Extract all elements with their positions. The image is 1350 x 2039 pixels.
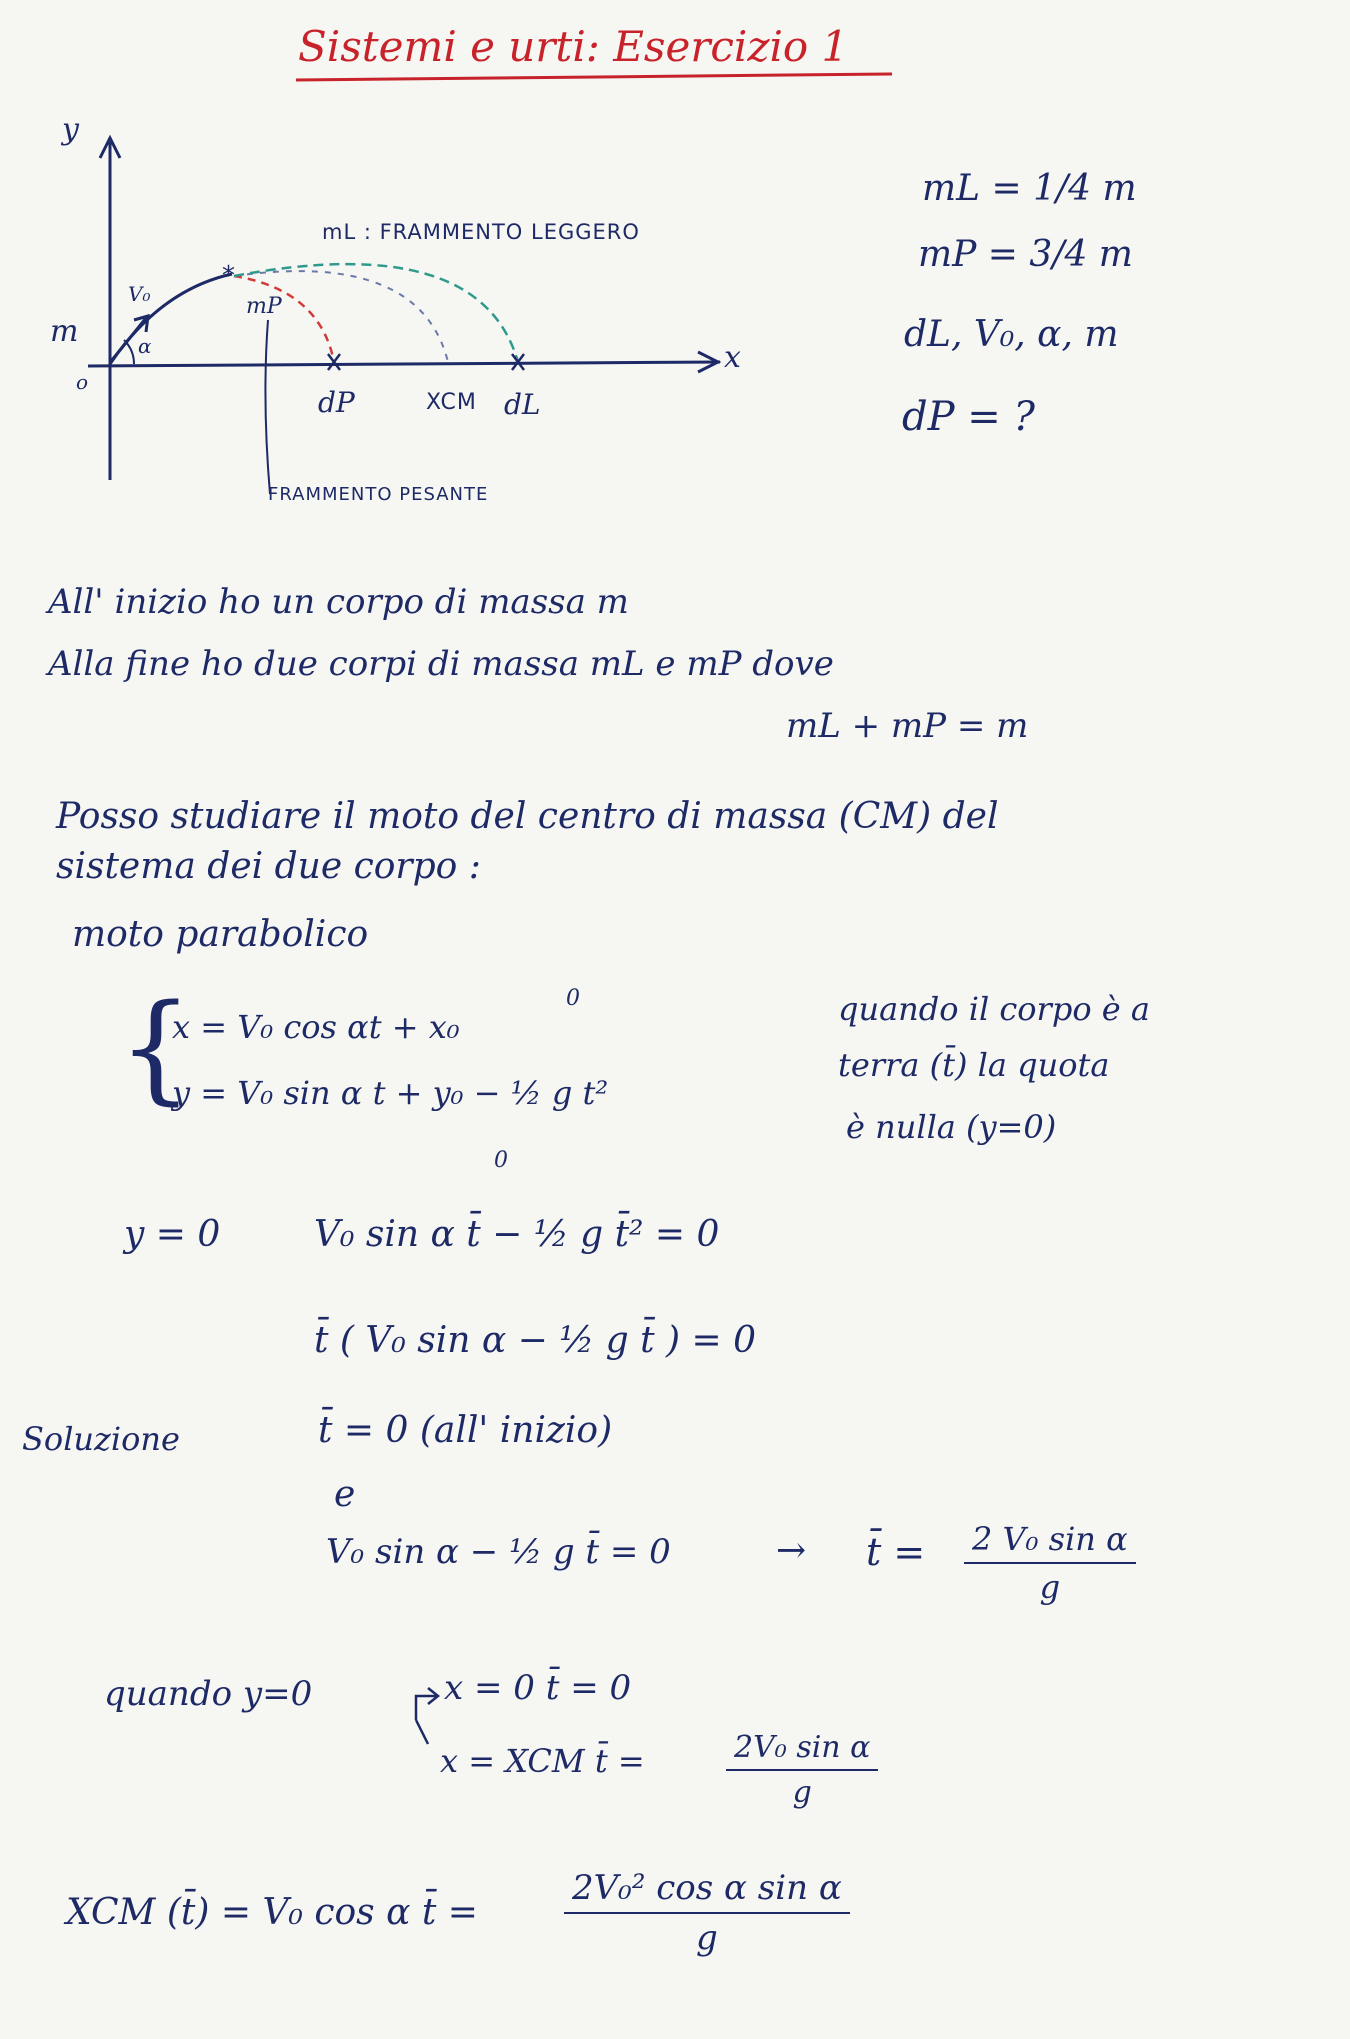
study-line-2: sistema dei due corpo : [56, 846, 481, 887]
final-fraction [564, 1868, 850, 1958]
heavy-fragment-label: FRAMMENTO PESANTE [268, 484, 489, 505]
final-numerator: 2V₀² cos α sin α [564, 1868, 850, 1914]
solution-two-denominator: g [1039, 1568, 1061, 1606]
solution-arrow: → [776, 1530, 807, 1571]
velocity-label: V₀ [128, 282, 151, 306]
solution-one: t̄ = 0 (all' inizio) [318, 1410, 613, 1451]
given-unknown: dP = ? [902, 394, 1035, 440]
axis-y-label: y [62, 112, 79, 147]
axis-x-label: x [724, 340, 741, 375]
y-zero-mark: 0 [494, 1148, 508, 1173]
solution-side-label: Soluzione [22, 1420, 180, 1458]
when-case-2-fraction [726, 1730, 878, 1810]
given-known: dL, V₀, α, m [904, 314, 1119, 355]
solution-two-t: t̄ = [866, 1530, 926, 1574]
svg-text:*: * [222, 261, 235, 291]
factored-equation: t̄ ( V₀ sin α − ½ g t̄ ) = 0 [314, 1320, 756, 1361]
x-equation: x = V₀ cos αt + x₀ [172, 1008, 460, 1046]
final-denominator: g [696, 1918, 718, 1958]
y-equals-zero: y = 0 [124, 1214, 221, 1255]
study-line-3: moto parabolico [72, 914, 369, 955]
when-case-2-denominator: g [792, 1775, 812, 1810]
solution-two-left: V₀ sin α − ½ g t̄ = 0 [326, 1532, 671, 1572]
light-fragment-label: mL : FRAMMENTO LEGGERO [322, 220, 640, 244]
final-left: XCM (t̄) = V₀ cos α t̄ = [66, 1892, 478, 1933]
intro-line-3: mL + mP = m [786, 706, 1029, 746]
when-case-1: x = 0 t̄ = 0 [444, 1668, 632, 1708]
note-line-2: terra (t̄) la quota [838, 1046, 1110, 1084]
when-case-2: x = XCM t̄ = [440, 1742, 645, 1780]
system-brace: { [118, 978, 194, 1116]
when-label: quando y=0 [104, 1674, 313, 1714]
intro-line-1: All' inizio ho un corpo di massa m [48, 582, 629, 622]
given-mp: mP = 3/4 m [918, 234, 1133, 275]
y-equation: y = V₀ sin α t + y₀ − ½ g t² [172, 1074, 609, 1112]
study-line-1: Posso studiare il moto del centro di massa (CM) del [56, 796, 999, 837]
page-title: Sistemi e urti: Esercizio 1 [298, 22, 849, 71]
angle-label: α [138, 334, 152, 358]
solution-and: e [334, 1474, 356, 1515]
dp-label: dP [318, 386, 355, 419]
xcm-label: XCM [426, 390, 477, 415]
x-zero-mark: 0 [566, 986, 580, 1011]
note-line-1: quando il corpo è a [838, 990, 1150, 1028]
heavy-fragment-mass-label: mP [246, 294, 282, 319]
given-ml: mL = 1/4 m [922, 168, 1137, 209]
ground-equation: V₀ sin α t̄ − ½ g t̄² = 0 [314, 1214, 720, 1255]
solution-two-numerator: 2 V₀ sin α [964, 1520, 1136, 1564]
dl-label: dL [504, 388, 541, 421]
note-line-3: è nulla (y=0) [846, 1108, 1057, 1146]
intro-line-2: Alla fine ho due corpi di massa mL e mP dove [48, 644, 834, 684]
when-case-2-numerator: 2V₀ sin α [726, 1730, 878, 1771]
mass-start-label: m [50, 314, 79, 349]
origin-label: o [76, 370, 89, 394]
